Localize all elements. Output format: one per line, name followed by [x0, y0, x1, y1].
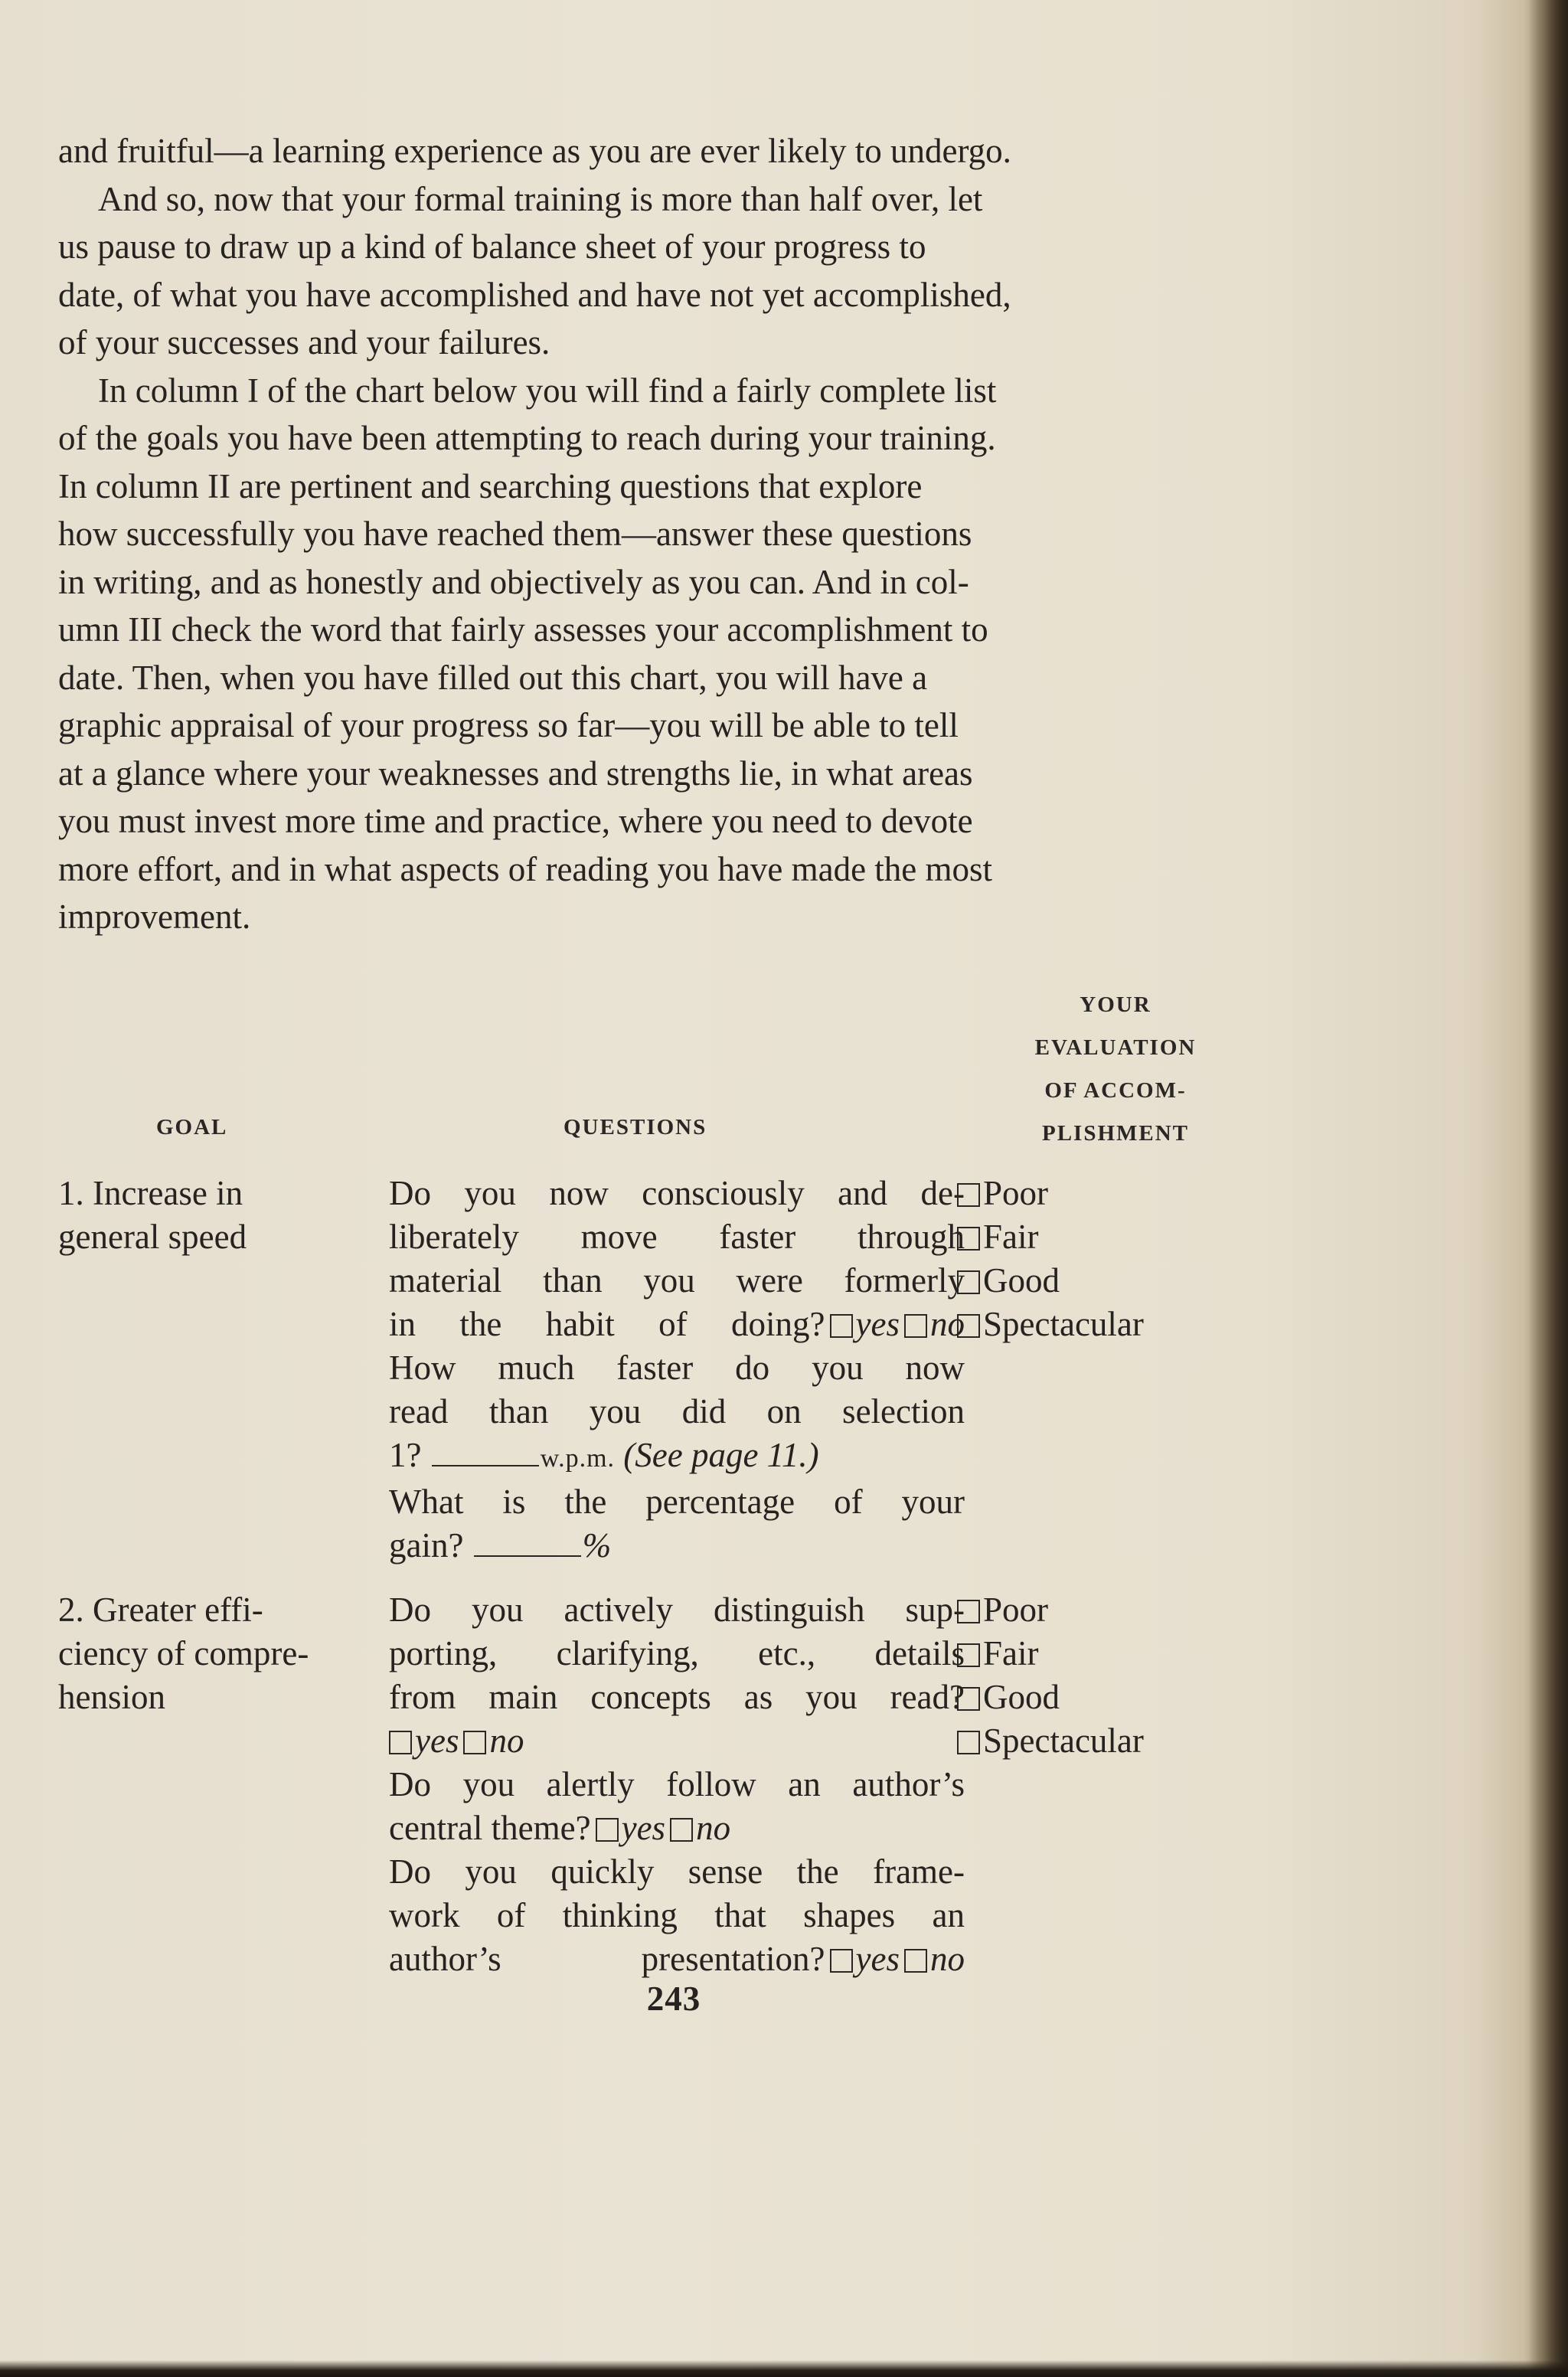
rating-checkbox[interactable] [957, 1183, 980, 1207]
wpm-unit: w.p.m. [540, 1444, 616, 1473]
question-text: 1? [389, 1436, 422, 1474]
evaluation-cell [957, 1172, 1233, 1346]
question-line [389, 1303, 965, 1346]
question-line: from main concepts as you read? [389, 1678, 965, 1716]
percent-sign: % [582, 1526, 612, 1565]
rating-label: Poor [983, 1174, 1049, 1212]
no-label: no [930, 1305, 965, 1343]
question-line: work of thinking that shapes an [389, 1896, 965, 1934]
question-line: Do you now consciously and de- [389, 1174, 965, 1212]
body-text [58, 127, 1243, 941]
question-text: author’s presentation? [389, 1940, 825, 1978]
chart-header [58, 983, 1243, 1152]
goal-cell [58, 1172, 364, 1259]
question-line: Do you quickly sense the frame- [389, 1852, 965, 1891]
questions-cell [389, 1172, 965, 1568]
wpm-blank-field[interactable] [432, 1437, 539, 1466]
yes-label: yes [621, 1809, 666, 1847]
rating-checkbox[interactable] [957, 1687, 980, 1711]
rating-option-good[interactable] [957, 1676, 1233, 1719]
rating-label: Fair [983, 1634, 1039, 1672]
yes-label: yes [855, 1305, 900, 1343]
page-bottom-edge [0, 2360, 1568, 2377]
paragraph-balance-sheet: And so, now that your formal training is more than half over, let us pause to draw up a kind of balance sheet of your progress to date, of what you have accomplished and have not yet accomplished, of your successes and your failures. [58, 179, 1011, 361]
rating-label: Poor [983, 1591, 1049, 1629]
rating-option-poor[interactable] [957, 1588, 1233, 1632]
question-line: porting, clarifying, etc., details [389, 1634, 965, 1672]
evaluation-cell [957, 1588, 1233, 1763]
rating-checkbox[interactable] [957, 1600, 980, 1623]
paragraph-continuation: and fruitful—a learning experience as you are ever likely to undergo. [58, 132, 1011, 170]
question-text: gain? [389, 1526, 464, 1565]
goal-line: general speed [58, 1218, 247, 1256]
question-line [389, 1719, 965, 1763]
no-label: no [696, 1809, 731, 1847]
no-checkbox[interactable] [670, 1818, 693, 1842]
rating-option-spectacular[interactable] [957, 1719, 1233, 1763]
goal-line: 1. Increase in [58, 1174, 243, 1212]
no-checkbox[interactable] [904, 1949, 927, 1973]
rating-option-good[interactable] [957, 1259, 1233, 1303]
yes-checkbox[interactable] [830, 1314, 853, 1338]
question-line [389, 1434, 965, 1480]
yes-checkbox[interactable] [389, 1731, 412, 1754]
column-header-goal: GOAL [156, 1115, 228, 1139]
goal-line: 2. Greater effi- [58, 1591, 263, 1629]
rating-label: Spectacular [983, 1305, 1144, 1343]
yes-label: yes [855, 1940, 900, 1978]
question-line [389, 1937, 965, 1981]
question-text: central theme? [389, 1809, 591, 1847]
question-line [389, 1806, 965, 1850]
page-reference: (See page 11.) [623, 1436, 819, 1474]
yes-checkbox[interactable] [596, 1818, 619, 1842]
yes-checkbox[interactable] [830, 1949, 853, 1973]
rating-checkbox[interactable] [957, 1227, 980, 1251]
goal-cell [58, 1588, 364, 1719]
question-line: material than you were formerly [389, 1261, 965, 1300]
rating-option-fair[interactable] [957, 1632, 1233, 1676]
rating-option-spectacular[interactable] [957, 1303, 1233, 1346]
rating-option-fair[interactable] [957, 1215, 1233, 1259]
no-label: no [930, 1940, 965, 1978]
rating-label: Good [983, 1261, 1060, 1300]
no-label: no [489, 1721, 524, 1760]
rating-label: Fair [983, 1218, 1039, 1256]
question-line: What is the percentage of your [389, 1483, 965, 1521]
book-spine-shadow [1524, 0, 1568, 2377]
questions-cell [389, 1588, 965, 1981]
column-header-evaluation: YOUR EVALUATION OF ACCOM- PLISHMENT [1034, 992, 1197, 1146]
rating-checkbox[interactable] [957, 1643, 980, 1667]
question-line: Do you alertly follow an author’s [389, 1765, 965, 1803]
rating-checkbox[interactable] [957, 1731, 980, 1754]
question-text: in the habit of doing? [389, 1305, 825, 1343]
goal-line: hension [58, 1678, 165, 1716]
question-line: liberately move faster through [389, 1218, 965, 1256]
question-line: How much faster do you now [389, 1349, 965, 1387]
paragraph-chart-instructions: In column I of the chart below you will find a fairly complete list of the goals you have been attempting to reach during your training. In column II are pertinent and searching questions that explore how successfully you have reached them—answer these questions in writing, and as honestly and objectively as you can. And in col- umn III check the word that fairly assesses your accomplishment to date. Then, when you have filled out this chart, you will have a graphic appraisal of your progress so far—you will be able to tell at a glance where your weaknesses and strengths lie, in what areas you must invest more time and practice, where you need to devote more effort, and in what aspects of reading you have made the most improvement. [58, 371, 997, 936]
goal-line: ciency of compre- [58, 1634, 309, 1672]
column-header-questions: QUESTIONS [564, 1115, 707, 1139]
rating-label: Spectacular [983, 1721, 1144, 1760]
page-number: 243 [646, 1980, 701, 2018]
no-checkbox[interactable] [904, 1314, 927, 1338]
yes-label: yes [415, 1721, 459, 1760]
question-line: Do you actively distinguish sup- [389, 1591, 965, 1629]
rating-checkbox[interactable] [957, 1270, 980, 1294]
no-checkbox[interactable] [463, 1731, 486, 1754]
rating-checkbox[interactable] [957, 1314, 980, 1338]
rating-option-poor[interactable] [957, 1172, 1233, 1215]
rating-label: Good [983, 1678, 1060, 1716]
question-line [389, 1524, 965, 1568]
percentage-blank-field[interactable] [474, 1528, 581, 1557]
question-line: read than you did on selection [389, 1392, 965, 1430]
